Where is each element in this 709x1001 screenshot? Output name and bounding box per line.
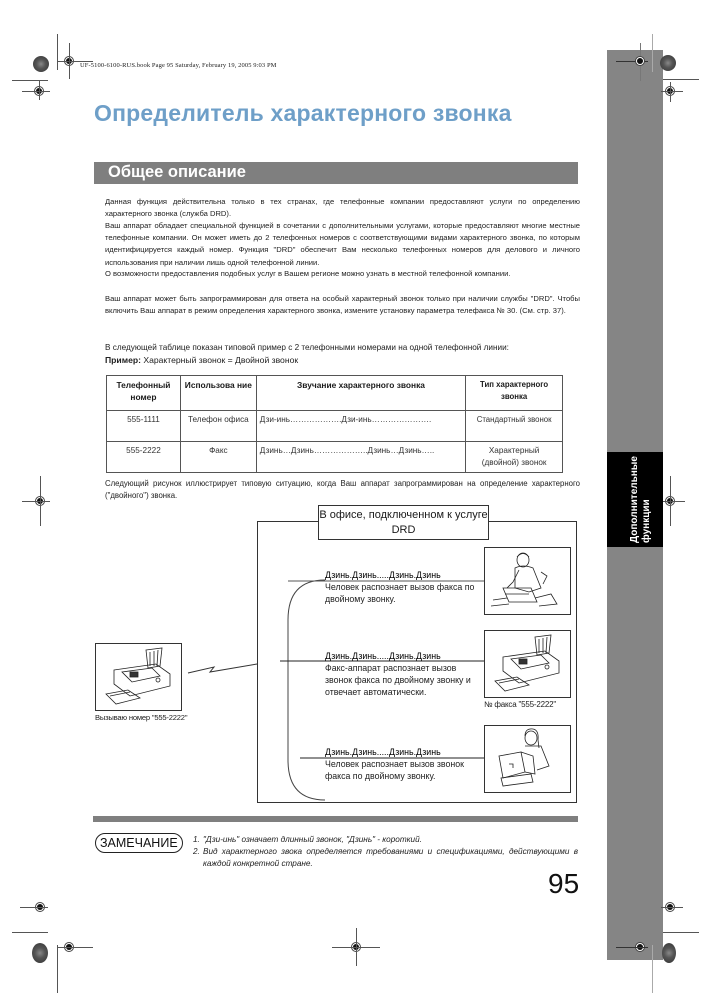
section-divider: [93, 816, 578, 822]
fax-machine-icon: [485, 631, 569, 696]
scenario-person-2: [325, 746, 475, 782]
scenario-text: Факс-аппарат распознает вызов звонок факса по двойному звонку и отвечает автоматически.: [325, 663, 471, 697]
availability-paragraph: О возможности предоставления подобных услуг в Вашем регионе можно узнать в местной телефонной компании.: [105, 269, 511, 278]
scenario-ring: Дзинь.Дзинь.....Дзинь.Дзинь: [325, 570, 441, 580]
cell-usage: Телефон офиса: [180, 411, 256, 442]
programming-paragraph: Ваш аппарат может быть запрограммирован для ответа на особый характерный звонок только при наличии службы "DRD". Чтобы включить Ваш аппарат в режим определения характерного звонка, измените установку параметра телефакса № 30. (См. стр. 37).: [105, 294, 580, 316]
figure-intro-paragraph: Следующий рисунок иллюстрирует типовую ситуацию, когда Ваш аппарат запрограммирован на определение характерного ("двойного") звонка.: [105, 479, 580, 501]
print-header: UF-5100-6100-RUS.book Page 95 Saturday, February 19, 2005 9:03 PM: [80, 62, 277, 69]
page-number: 95: [548, 868, 580, 899]
note-label: ЗАМЕЧАНИЕ: [95, 833, 183, 853]
note-number: 1.: [193, 835, 200, 844]
scenario-person-1: [325, 569, 475, 605]
note-item: [193, 846, 578, 870]
page-title: Определитель характерного звонка: [94, 100, 512, 126]
man-on-phone-illustration: [484, 547, 571, 615]
caller-caption: Вызываю номер "555-2222": [95, 713, 188, 722]
note-number: 2.: [193, 846, 200, 856]
example-label: Пример:: [105, 355, 141, 365]
table-intro-paragraph: В следующей таблице показан типовой пример с 2 телефонными номерами на одной телефонной линии:: [105, 343, 509, 352]
header-usage: Использова ние: [180, 376, 256, 411]
woman-on-phone-illustration: [484, 725, 571, 793]
scenario-fax: [325, 650, 475, 698]
scenario-text: Человек распознает вызов звонок факса по двойному звонку.: [325, 759, 464, 781]
header-ring-sound: Звучание характерного звонка: [256, 376, 465, 411]
caller-fax-illustration: [95, 643, 182, 711]
cell-ring-type: Характерный (двойной) звонок: [466, 442, 563, 473]
note-list: [193, 834, 578, 869]
cell-phone-number: 555-1111: [107, 411, 181, 442]
cell-ring-type: Стандартный звонок: [466, 411, 563, 442]
cell-usage: Факс: [180, 442, 256, 473]
intro-paragraph: Данная функция действительна только в тех странах, где телефонные компании предоставляют услуги по определению характерного звонка (служба DRD).: [105, 197, 580, 219]
header-ring-type: Тип характерного звонка: [466, 376, 563, 411]
scenario-text: Человек распознает вызов факса по двойному звонку.: [325, 582, 475, 604]
note-text: "Дзи-инь" означает длинный звонок, "Дзинь" - короткий.: [203, 835, 422, 844]
cell-ring-sound: Дзинь…Дзинь………………..Дзинь…Дзинь…..: [256, 442, 465, 473]
sidebar-tab-line-2: функции: [641, 499, 652, 543]
scenario-ring: Дзинь.Дзинь.....Дзинь.Дзинь: [325, 651, 441, 661]
note-item: [193, 834, 578, 846]
woman-with-computer-icon: [485, 726, 569, 791]
fax-machine-receiver-illustration: [484, 630, 571, 698]
scenario-ring: Дзинь.Дзинь.....Дзинь.Дзинь: [325, 747, 441, 757]
sidebar-tab-line-1: Дополнительные: [629, 456, 640, 543]
fax-machine-icon: [96, 644, 180, 709]
man-with-laptop-icon: [485, 548, 569, 613]
diagram-caption: В офисе, подключенном к услуге DRD: [318, 505, 489, 540]
example-text: Характерный звонок = Двойной звонок: [140, 355, 299, 365]
function-paragraph: Ваш аппарат обладает специальной функцией в сочетании с дополнительными услугами, которые предоставляют многие местные телефонные компании. Он может иметь до 2 телефонных номеров с соответствующими видами характерного звонка, по которым идентифицируется каждый номер. Функция "DRD" обеспечит Вам несколько телефонных номеров для делового и личного использования при наличии лишь одной телефонной линии.: [105, 221, 580, 267]
header-phone-number: Телефонный номер: [107, 376, 181, 411]
cell-phone-number: 555-2222: [107, 442, 181, 473]
fax-number-caption: № факса "555-2222": [484, 700, 556, 709]
cell-ring-sound: Дзи-инь……………….Дзи-инь………………….: [256, 411, 465, 442]
note-text: Вид характерного звока определяется требованиями и спецификациями, действующими в каждой конкретной стране.: [203, 846, 578, 868]
section-title: Общее описание: [108, 163, 246, 181]
